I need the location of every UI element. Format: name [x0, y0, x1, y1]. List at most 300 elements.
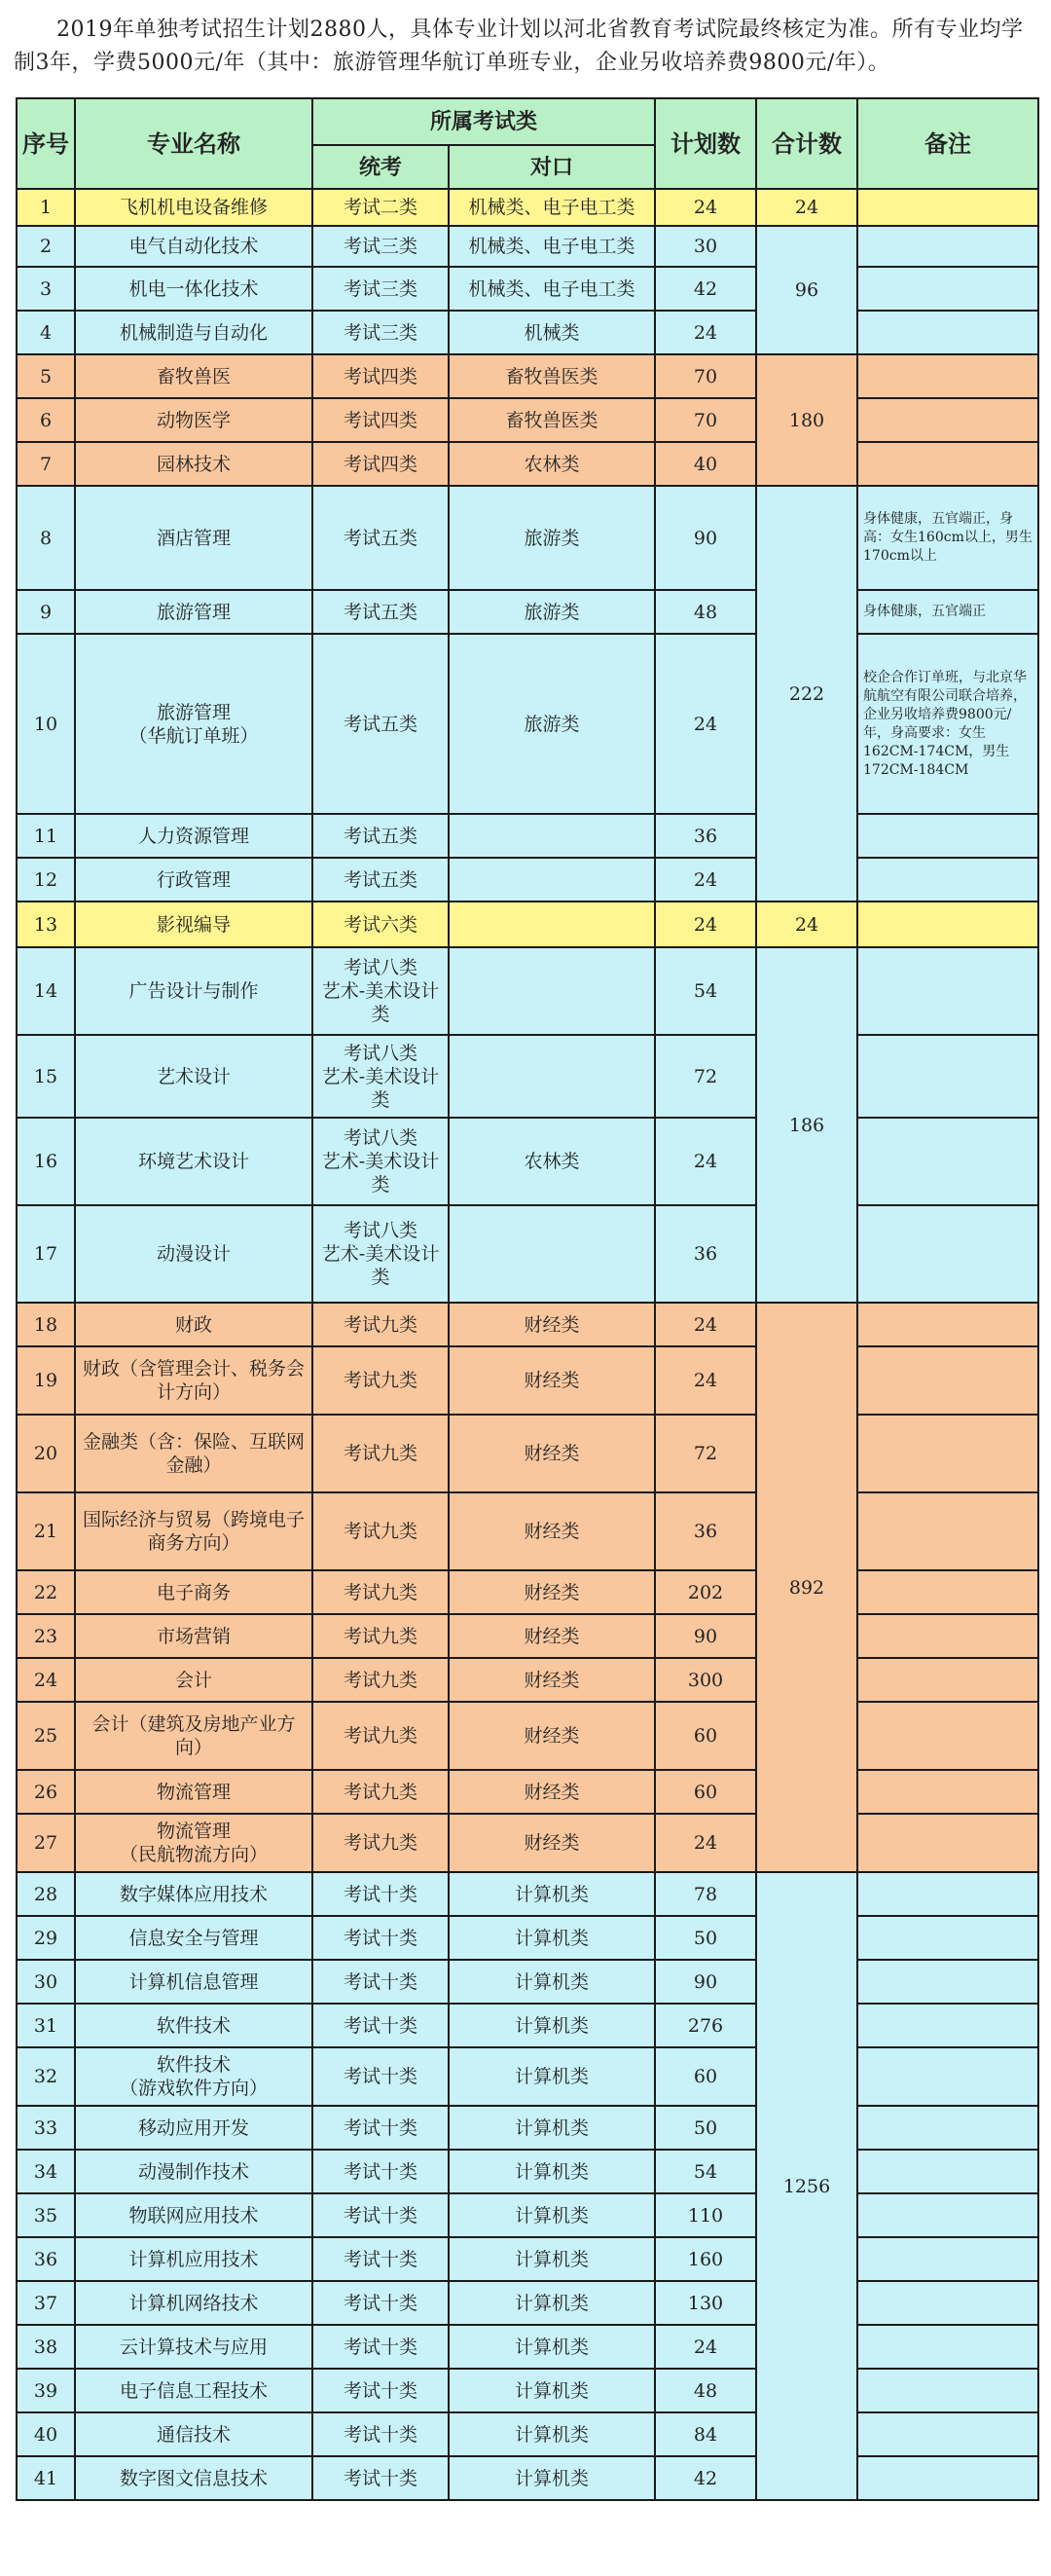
- table-body: [17, 189, 1038, 2500]
- cell-seq: 15: [17, 1035, 75, 1118]
- cell-seq: 1: [17, 189, 75, 226]
- cell-tongkao: 考试五类: [312, 814, 449, 858]
- cell-duikou: 财经类: [449, 1770, 655, 1814]
- cell-tongkao: 考试八类 艺术-美术设计类: [312, 947, 449, 1035]
- cell-note: [857, 1303, 1038, 1346]
- cell-duikou: 财经类: [449, 1570, 655, 1614]
- cell-tongkao: 考试九类: [312, 1415, 449, 1492]
- table-row: [17, 947, 1038, 1035]
- table-row: [17, 442, 1038, 486]
- cell-tongkao: 考试十类: [312, 2047, 449, 2106]
- cell-plan: 110: [655, 2193, 756, 2237]
- cell-plan: 48: [655, 590, 756, 634]
- cell-note: [857, 1872, 1038, 1916]
- cell-tongkao: 考试八类 艺术-美术设计类: [312, 1118, 449, 1205]
- cell-duikou: 财经类: [449, 1814, 655, 1872]
- cell-seq: 19: [17, 1346, 75, 1415]
- cell-note: [857, 814, 1038, 858]
- cell-duikou: 机械类: [449, 311, 655, 354]
- cell-major-name: 电子商务: [75, 1570, 312, 1614]
- table-row: [17, 2193, 1038, 2237]
- cell-tongkao: 考试九类: [312, 1702, 449, 1770]
- cell-plan: 24: [655, 858, 756, 902]
- cell-tongkao: 考试二类: [312, 189, 449, 226]
- cell-plan: 24: [655, 902, 756, 947]
- cell-seq: 33: [17, 2106, 75, 2150]
- cell-duikou: 计算机类: [449, 2456, 655, 2500]
- cell-major-name: 畜牧兽医: [75, 354, 312, 398]
- cell-duikou: [449, 1205, 655, 1303]
- table-row: [17, 189, 1038, 226]
- cell-plan: 24: [655, 1346, 756, 1415]
- cell-tongkao: 考试四类: [312, 442, 449, 486]
- table-row: [17, 1570, 1038, 1614]
- cell-plan: 36: [655, 1492, 756, 1570]
- cell-seq: 20: [17, 1415, 75, 1492]
- cell-major-name: 艺术设计: [75, 1035, 312, 1118]
- cell-group-total: 24: [756, 189, 857, 226]
- header-name: 专业名称: [75, 98, 312, 189]
- table-row: [17, 1303, 1038, 1346]
- cell-seq: 38: [17, 2325, 75, 2369]
- cell-major-name: 通信技术: [75, 2412, 312, 2456]
- cell-tongkao: 考试五类: [312, 590, 449, 634]
- cell-tongkao: 考试三类: [312, 267, 449, 311]
- header-seq: 序号: [17, 98, 75, 189]
- cell-plan: 90: [655, 1614, 756, 1658]
- cell-plan: 70: [655, 398, 756, 442]
- table-row: [17, 1814, 1038, 1872]
- cell-duikou: 计算机类: [449, 2237, 655, 2281]
- cell-tongkao: 考试十类: [312, 2281, 449, 2325]
- cell-tongkao: 考试五类: [312, 634, 449, 814]
- cell-major-name: 软件技术: [75, 2004, 312, 2047]
- cell-group-total: 96: [756, 226, 857, 354]
- cell-major-name: 市场营销: [75, 1614, 312, 1658]
- cell-duikou: 农林类: [449, 1118, 655, 1205]
- table-row: [17, 1492, 1038, 1570]
- cell-note: [857, 267, 1038, 311]
- cell-major-name: 酒店管理: [75, 486, 312, 590]
- cell-note: [857, 311, 1038, 354]
- cell-plan: 54: [655, 947, 756, 1035]
- cell-duikou: 计算机类: [449, 2325, 655, 2369]
- cell-plan: 90: [655, 1960, 756, 2004]
- cell-tongkao: 考试十类: [312, 2004, 449, 2047]
- cell-major-name: 国际经济与贸易（跨境电子商务方向）: [75, 1492, 312, 1570]
- cell-major-name: 动物医学: [75, 398, 312, 442]
- table-row: [17, 814, 1038, 858]
- cell-tongkao: 考试三类: [312, 311, 449, 354]
- cell-note: [857, 902, 1038, 947]
- cell-note: [857, 1570, 1038, 1614]
- cell-group-total: 892: [756, 1303, 857, 1872]
- cell-note: [857, 1035, 1038, 1118]
- cell-major-name: 移动应用开发: [75, 2106, 312, 2150]
- cell-plan: 24: [655, 1118, 756, 1205]
- cell-major-name: 物流管理 （民航物流方向）: [75, 1814, 312, 1872]
- header-total: 合计数: [756, 98, 857, 189]
- cell-seq: 37: [17, 2281, 75, 2325]
- intro-text: 2019年单独考试招生计划2880人，具体专业计划以河北省教育考试院最终核定为准。所有专业均学制3年，学费5000元/年（其中：旅游管理华航订单班专业，企业另收培养费9800元/年）。: [14, 18, 1024, 75]
- cell-note: [857, 2281, 1038, 2325]
- cell-duikou: 计算机类: [449, 2369, 655, 2412]
- cell-duikou: 计算机类: [449, 2193, 655, 2237]
- cell-duikou: 计算机类: [449, 1872, 655, 1916]
- cell-plan: 60: [655, 1702, 756, 1770]
- cell-tongkao: 考试五类: [312, 858, 449, 902]
- table-row: [17, 1872, 1038, 1916]
- cell-note: [857, 858, 1038, 902]
- cell-major-name: 动漫设计: [75, 1205, 312, 1303]
- cell-tongkao: 考试四类: [312, 354, 449, 398]
- cell-duikou: 财经类: [449, 1658, 655, 1702]
- cell-seq: 11: [17, 814, 75, 858]
- cell-major-name: 动漫制作技术: [75, 2150, 312, 2193]
- cell-duikou: 畜牧兽医类: [449, 354, 655, 398]
- cell-tongkao: 考试十类: [312, 2412, 449, 2456]
- enrollment-plan-table: [16, 97, 1039, 2501]
- cell-seq: 3: [17, 267, 75, 311]
- cell-note: [857, 1415, 1038, 1492]
- cell-plan: 78: [655, 1872, 756, 1916]
- cell-seq: 17: [17, 1205, 75, 1303]
- cell-tongkao: 考试三类: [312, 226, 449, 267]
- table-row: [17, 398, 1038, 442]
- cell-plan: 24: [655, 189, 756, 226]
- table-row: [17, 1205, 1038, 1303]
- cell-note: [857, 1702, 1038, 1770]
- cell-tongkao: 考试十类: [312, 1872, 449, 1916]
- cell-note: [857, 442, 1038, 486]
- header-exam-category: 所属考试类: [312, 98, 655, 145]
- cell-plan: 50: [655, 1916, 756, 1960]
- cell-plan: 42: [655, 267, 756, 311]
- cell-seq: 32: [17, 2047, 75, 2106]
- cell-duikou: [449, 1035, 655, 1118]
- cell-tongkao: 考试六类: [312, 902, 449, 947]
- cell-duikou: 计算机类: [449, 2281, 655, 2325]
- cell-note: [857, 1492, 1038, 1570]
- cell-plan: 90: [655, 486, 756, 590]
- table-row: [17, 1916, 1038, 1960]
- cell-plan: 36: [655, 814, 756, 858]
- cell-tongkao: 考试十类: [312, 2193, 449, 2237]
- cell-seq: 7: [17, 442, 75, 486]
- table-row: [17, 226, 1038, 267]
- cell-plan: 24: [655, 634, 756, 814]
- table-row: [17, 2106, 1038, 2150]
- cell-major-name: 物联网应用技术: [75, 2193, 312, 2237]
- cell-major-name: 数字图文信息技术: [75, 2456, 312, 2500]
- table-row: [17, 2412, 1038, 2456]
- table-row: [17, 2047, 1038, 2106]
- cell-note: [857, 1814, 1038, 1872]
- cell-duikou: 计算机类: [449, 2047, 655, 2106]
- cell-seq: 26: [17, 1770, 75, 1814]
- cell-seq: 23: [17, 1614, 75, 1658]
- cell-seq: 6: [17, 398, 75, 442]
- cell-note: [857, 2325, 1038, 2369]
- table-row: [17, 2237, 1038, 2281]
- cell-seq: 28: [17, 1872, 75, 1916]
- cell-duikou: [449, 858, 655, 902]
- cell-note: [857, 2369, 1038, 2412]
- cell-group-total: 1256: [756, 1872, 857, 2500]
- cell-tongkao: 考试九类: [312, 1492, 449, 1570]
- cell-group-total: 222: [756, 486, 857, 902]
- table-row: [17, 311, 1038, 354]
- cell-tongkao: 考试九类: [312, 1614, 449, 1658]
- cell-plan: 84: [655, 2412, 756, 2456]
- cell-duikou: 农林类: [449, 442, 655, 486]
- cell-duikou: 财经类: [449, 1492, 655, 1570]
- table-row: [17, 486, 1038, 590]
- cell-duikou: 计算机类: [449, 2106, 655, 2150]
- cell-duikou: [449, 947, 655, 1035]
- cell-seq: 12: [17, 858, 75, 902]
- cell-major-name: 园林技术: [75, 442, 312, 486]
- table-row: [17, 634, 1038, 814]
- cell-duikou: 计算机类: [449, 1960, 655, 2004]
- cell-plan: 60: [655, 1770, 756, 1814]
- cell-duikou: 计算机类: [449, 1916, 655, 1960]
- cell-duikou: 财经类: [449, 1346, 655, 1415]
- cell-plan: 276: [655, 2004, 756, 2047]
- cell-note: 身体健康，五官端正: [857, 590, 1038, 634]
- cell-plan: 60: [655, 2047, 756, 2106]
- cell-tongkao: 考试八类 艺术-美术设计类: [312, 1035, 449, 1118]
- cell-major-name: 财政（含管理会计、税务会计方向）: [75, 1346, 312, 1415]
- cell-seq: 29: [17, 1916, 75, 1960]
- cell-major-name: 广告设计与制作: [75, 947, 312, 1035]
- cell-seq: 30: [17, 1960, 75, 2004]
- cell-plan: 48: [655, 2369, 756, 2412]
- cell-major-name: 软件技术 （游戏软件方向）: [75, 2047, 312, 2106]
- table-row: [17, 1770, 1038, 1814]
- cell-duikou: 财经类: [449, 1614, 655, 1658]
- cell-major-name: 电子信息工程技术: [75, 2369, 312, 2412]
- table-row: [17, 2325, 1038, 2369]
- cell-plan: 24: [655, 2325, 756, 2369]
- table-header: [17, 98, 1038, 189]
- table-row: [17, 2150, 1038, 2193]
- table-row: [17, 590, 1038, 634]
- cell-tongkao: 考试九类: [312, 1658, 449, 1702]
- cell-note: [857, 354, 1038, 398]
- cell-seq: 18: [17, 1303, 75, 1346]
- cell-seq: 5: [17, 354, 75, 398]
- cell-seq: 9: [17, 590, 75, 634]
- cell-duikou: 旅游类: [449, 486, 655, 590]
- header-duikou: 对口: [449, 145, 655, 189]
- cell-seq: 4: [17, 311, 75, 354]
- table-row: [17, 1415, 1038, 1492]
- cell-note: 校企合作订单班，与北京华航航空有限公司联合培养，企业另收培养费9800元/年，身高要求：女生162CM-174CM，男生172CM-184CM: [857, 634, 1038, 814]
- cell-tongkao: 考试十类: [312, 2369, 449, 2412]
- cell-plan: 130: [655, 2281, 756, 2325]
- table-row: [17, 2369, 1038, 2412]
- table-row: [17, 2456, 1038, 2500]
- cell-note: [857, 2004, 1038, 2047]
- cell-major-name: 信息安全与管理: [75, 1916, 312, 1960]
- cell-duikou: [449, 814, 655, 858]
- cell-seq: 35: [17, 2193, 75, 2237]
- cell-major-name: 影视编导: [75, 902, 312, 947]
- cell-group-total: 186: [756, 947, 857, 1303]
- table-row: [17, 1346, 1038, 1415]
- cell-major-name: 计算机信息管理: [75, 1960, 312, 2004]
- cell-seq: 24: [17, 1658, 75, 1702]
- header-plan: 计划数: [655, 98, 756, 189]
- cell-duikou: 财经类: [449, 1415, 655, 1492]
- cell-note: [857, 2237, 1038, 2281]
- table-row: [17, 1035, 1038, 1118]
- cell-seq: 27: [17, 1814, 75, 1872]
- cell-tongkao: 考试十类: [312, 2106, 449, 2150]
- cell-seq: 31: [17, 2004, 75, 2047]
- cell-major-name: 金融类（含：保险、互联网金融）: [75, 1415, 312, 1492]
- cell-major-name: 电气自动化技术: [75, 226, 312, 267]
- table-row: [17, 1658, 1038, 1702]
- cell-group-total: 180: [756, 354, 857, 486]
- cell-note: [857, 189, 1038, 226]
- cell-duikou: 机械类、电子电工类: [449, 267, 655, 311]
- cell-plan: 24: [655, 1814, 756, 1872]
- cell-major-name: 飞机机电设备维修: [75, 189, 312, 226]
- cell-major-name: 环境艺术设计: [75, 1118, 312, 1205]
- table-row: [17, 354, 1038, 398]
- cell-duikou: 财经类: [449, 1303, 655, 1346]
- cell-plan: 54: [655, 2150, 756, 2193]
- table-row: [17, 2281, 1038, 2325]
- cell-tongkao: 考试八类 艺术-美术设计类: [312, 1205, 449, 1303]
- cell-note: 身体健康，五官端正，身高：女生160cm以上，男生170cm以上: [857, 486, 1038, 590]
- cell-major-name: 会计: [75, 1658, 312, 1702]
- cell-duikou: 旅游类: [449, 634, 655, 814]
- cell-seq: 34: [17, 2150, 75, 2193]
- cell-note: [857, 2047, 1038, 2106]
- cell-duikou: 计算机类: [449, 2412, 655, 2456]
- cell-seq: 22: [17, 1570, 75, 1614]
- header-note: 备注: [857, 98, 1038, 189]
- cell-plan: 70: [655, 354, 756, 398]
- cell-seq: 2: [17, 226, 75, 267]
- cell-major-name: 物流管理: [75, 1770, 312, 1814]
- cell-plan: 24: [655, 311, 756, 354]
- cell-note: [857, 1960, 1038, 2004]
- cell-duikou: 旅游类: [449, 590, 655, 634]
- cell-note: [857, 2412, 1038, 2456]
- cell-seq: 36: [17, 2237, 75, 2281]
- cell-seq: 8: [17, 486, 75, 590]
- cell-note: [857, 2150, 1038, 2193]
- cell-tongkao: 考试九类: [312, 1346, 449, 1415]
- cell-note: [857, 2456, 1038, 2500]
- cell-plan: 24: [655, 1303, 756, 1346]
- cell-duikou: 机械类、电子电工类: [449, 226, 655, 267]
- cell-plan: 72: [655, 1035, 756, 1118]
- cell-major-name: 旅游管理: [75, 590, 312, 634]
- cell-plan: 42: [655, 2456, 756, 2500]
- cell-tongkao: 考试十类: [312, 2456, 449, 2500]
- cell-plan: 40: [655, 442, 756, 486]
- cell-plan: 202: [655, 1570, 756, 1614]
- cell-major-name: 云计算技术与应用: [75, 2325, 312, 2369]
- table-row: [17, 267, 1038, 311]
- cell-tongkao: 考试十类: [312, 2150, 449, 2193]
- cell-seq: 13: [17, 902, 75, 947]
- cell-plan: 300: [655, 1658, 756, 1702]
- cell-note: [857, 1770, 1038, 1814]
- cell-note: [857, 1346, 1038, 1415]
- cell-duikou: 机械类、电子电工类: [449, 189, 655, 226]
- cell-tongkao: 考试五类: [312, 486, 449, 590]
- cell-duikou: 计算机类: [449, 2004, 655, 2047]
- cell-seq: 16: [17, 1118, 75, 1205]
- header-tongkao: 统考: [312, 145, 449, 189]
- cell-plan: 36: [655, 1205, 756, 1303]
- cell-seq: 21: [17, 1492, 75, 1570]
- cell-note: [857, 1614, 1038, 1658]
- table-row: [17, 1614, 1038, 1658]
- cell-major-name: 计算机应用技术: [75, 2237, 312, 2281]
- cell-duikou: 畜牧兽医类: [449, 398, 655, 442]
- cell-plan: 72: [655, 1415, 756, 1492]
- cell-major-name: 财政: [75, 1303, 312, 1346]
- cell-seq: 25: [17, 1702, 75, 1770]
- table-row: [17, 858, 1038, 902]
- cell-seq: 41: [17, 2456, 75, 2500]
- cell-note: [857, 2193, 1038, 2237]
- cell-tongkao: 考试四类: [312, 398, 449, 442]
- cell-tongkao: 考试九类: [312, 1814, 449, 1872]
- cell-tongkao: 考试九类: [312, 1303, 449, 1346]
- cell-major-name: 行政管理: [75, 858, 312, 902]
- cell-plan: 160: [655, 2237, 756, 2281]
- table-row: [17, 902, 1038, 947]
- cell-major-name: 会计（建筑及房地产业方向）: [75, 1702, 312, 1770]
- cell-note: [857, 1658, 1038, 1702]
- cell-note: [857, 947, 1038, 1035]
- cell-seq: 39: [17, 2369, 75, 2412]
- cell-plan: 50: [655, 2106, 756, 2150]
- cell-duikou: 计算机类: [449, 2150, 655, 2193]
- cell-note: [857, 226, 1038, 267]
- cell-tongkao: 考试十类: [312, 2325, 449, 2369]
- table-row: [17, 2004, 1038, 2047]
- cell-duikou: [449, 902, 655, 947]
- cell-major-name: 机械制造与自动化: [75, 311, 312, 354]
- cell-note: [857, 1205, 1038, 1303]
- cell-tongkao: 考试十类: [312, 2237, 449, 2281]
- cell-plan: 30: [655, 226, 756, 267]
- cell-major-name: 数字媒体应用技术: [75, 1872, 312, 1916]
- cell-tongkao: 考试九类: [312, 1770, 449, 1814]
- cell-seq: 40: [17, 2412, 75, 2456]
- cell-seq: 10: [17, 634, 75, 814]
- cell-note: [857, 2106, 1038, 2150]
- cell-major-name: 人力资源管理: [75, 814, 312, 858]
- table-row: [17, 1960, 1038, 2004]
- cell-note: [857, 1916, 1038, 1960]
- cell-major-name: 机电一体化技术: [75, 267, 312, 311]
- cell-group-total: 24: [756, 902, 857, 947]
- cell-major-name: 旅游管理 （华航订单班）: [75, 634, 312, 814]
- cell-major-name: 计算机网络技术: [75, 2281, 312, 2325]
- cell-tongkao: 考试十类: [312, 1916, 449, 1960]
- cell-tongkao: 考试十类: [312, 1960, 449, 2004]
